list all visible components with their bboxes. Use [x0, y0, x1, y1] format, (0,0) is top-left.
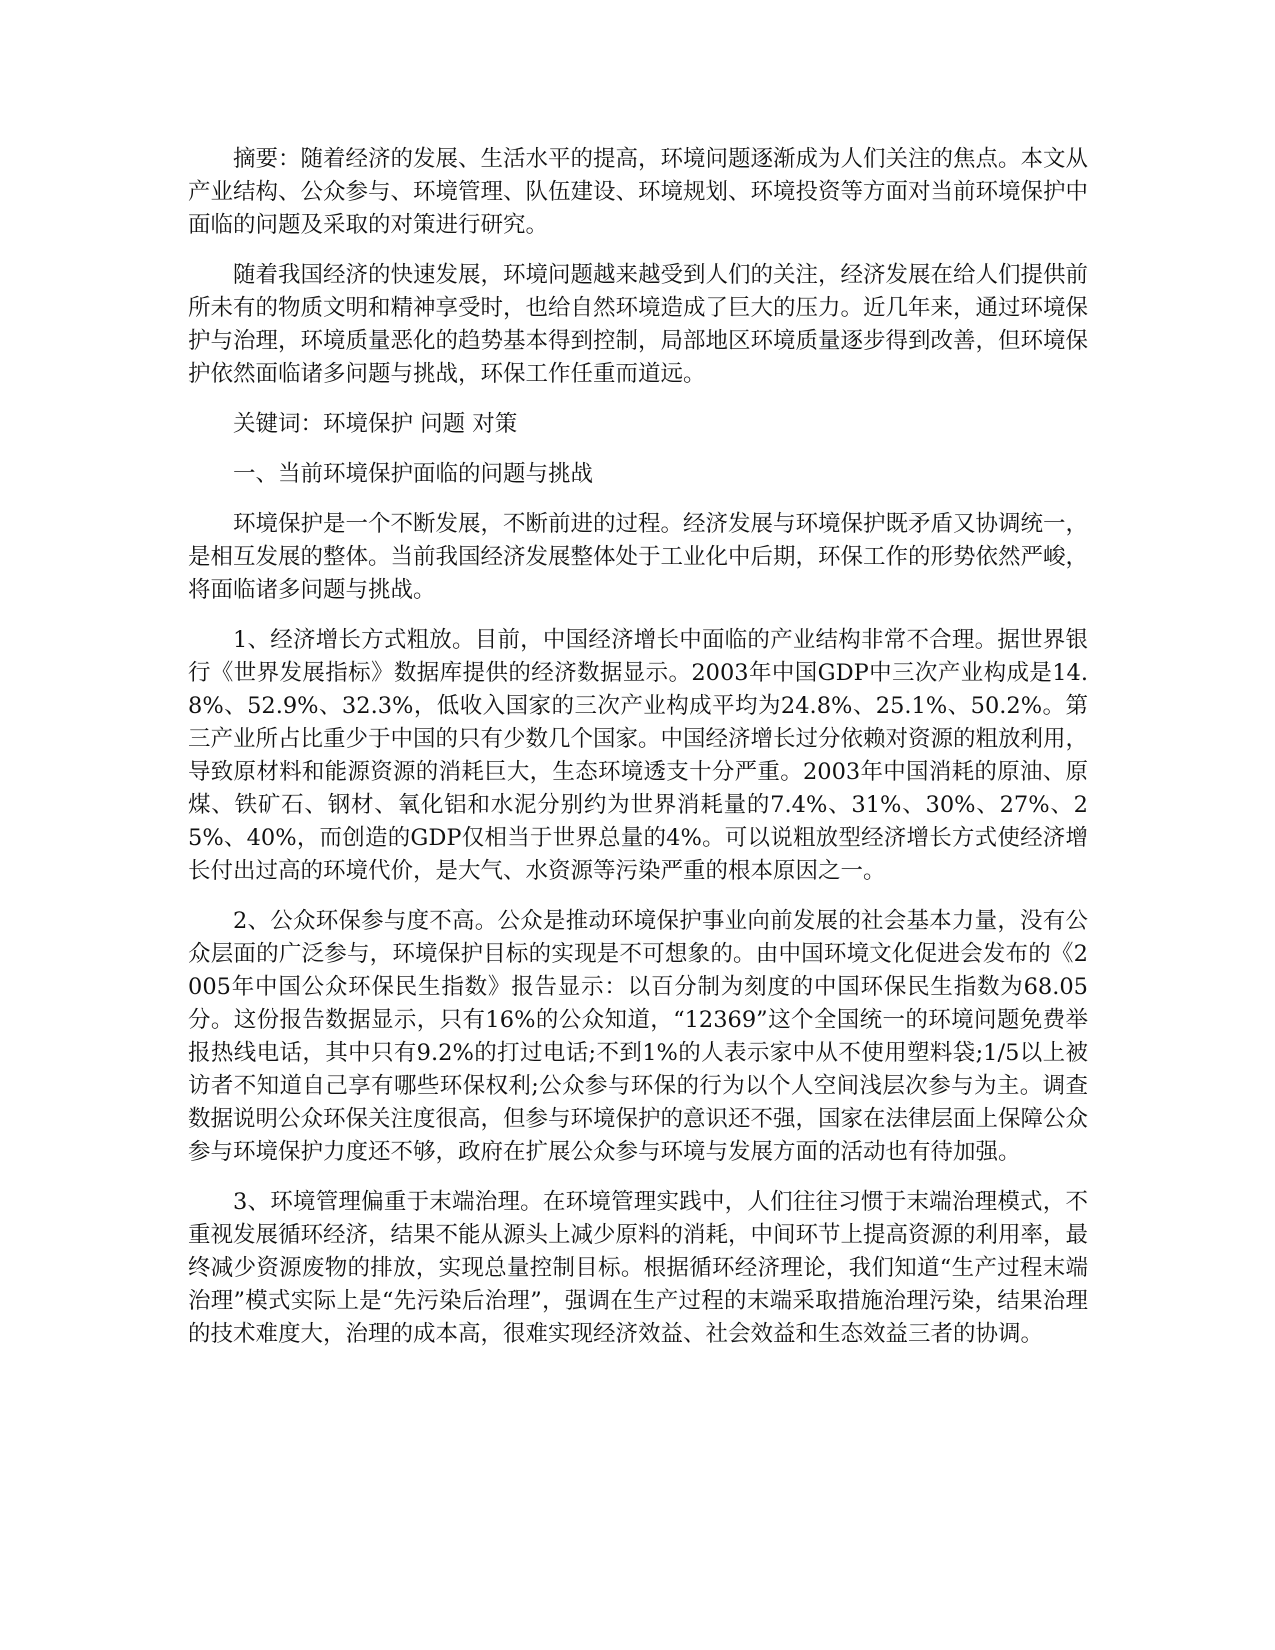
- point-1-paragraph: 1、经济增长方式粗放。目前，中国经济增长中面临的产业结构非常不合理。据世界银行《世界发展指标》数据库提供的经济数据显示。2003年中国GDP中三次产业构成是14.8%、52.9%、32.3%，低收入国家的三次产业构成平均为24.8%、25.1%、50.2%。第三产业所占比重少于中国的只有少数几个国家。中国经济增长过分依赖对资源的粗放利用，导致原材料和能源资源的消耗巨大，生态环境透支十分严重。2003年中国消耗的原油、原煤、铁矿石、钢材、氧化铝和水泥分别约为世界消耗量的7.4%、31%、30%、27%、25%、40%，而创造的GDP仅相当于世界总量的4%。可以说粗放型经济增长方式使经济增长付出过高的环境代价，是大气、水资源等污染严重的根本原因之一。: [188, 627, 1089, 884]
- intro-paragraph: 随着我国经济的快速发展，环境问题越来越受到人们的关注，经济发展在给人们提供前所未有的物质文明和精神享受时，也给自然环境造成了巨大的压力。近几年来，通过环境保护与治理，环境质量恶化的趋势基本得到控制，局部地区环境质量逐步得到改善，但环境保护依然面临诸多问题与挑战，环保工作任重而道远。: [188, 262, 1089, 387]
- section-heading: 一、当前环境保护面临的问题与挑战: [233, 461, 594, 487]
- keywords-line: 关键词：环境保护 问题 对策: [233, 411, 518, 437]
- abstract-paragraph: 摘要：随着经济的发展、生活水平的提高，环境问题逐渐成为人们关注的焦点。本文从产业结构、公众参与、环境管理、队伍建设、环境规划、环境投资等方面对当前环境保护中面临的问题及采取的对策进行研究。: [188, 146, 1089, 238]
- document-body: [188, 143, 1088, 1368]
- point-2-paragraph: 2、公众环保参与度不高。公众是推动环境保护事业向前发展的社会基本力量，没有公众层面的广泛参与，环境保护目标的实现是不可想象的。由中国环境文化促进会发布的《2005年中国公众环保民生指数》报告显示：以百分制为刻度的中国环保民生指数为68.05分。这份报告数据显示，只有16%的公众知道，“12369”这个全国统一的环境问题免费举报热线电话，其中只有9.2%的打过电话;不到1%的人表示家中从不使用塑料袋;1/5以上被访者不知道自己享有哪些环保权利;公众参与环保的行为以个人空间浅层次参与为主。调查数据说明公众环保关注度很高，但参与环境保护的意识还不强，国家在法律层面上保障公众参与环境保护力度还不够，政府在扩展公众参与环境与发展方面的活动也有待加强。: [188, 908, 1089, 1165]
- section-intro-paragraph: 环境保护是一个不断发展，不断前进的过程。经济发展与环境保护既矛盾又协调统一，是相互发展的整体。当前我国经济发展整体处于工业化中后期，环保工作的形势依然严峻，将面临诸多问题与挑战。: [188, 511, 1089, 603]
- point-3-paragraph: 3、环境管理偏重于末端治理。在环境管理实践中，人们往往习惯于末端治理模式，不重视发展循环经济，结果不能从源头上减少原料的消耗，中间环节上提高资源的利用率，最终减少资源废物的排放，实现总量控制目标。根据循环经济理论，我们知道“生产过程末端治理”模式实际上是“先污染后治理”，强调在生产过程的末端采取措施治理污染，结果治理的技术难度大，治理的成本高，很难实现经济效益、社会效益和生态效益三者的协调。: [188, 1189, 1089, 1347]
